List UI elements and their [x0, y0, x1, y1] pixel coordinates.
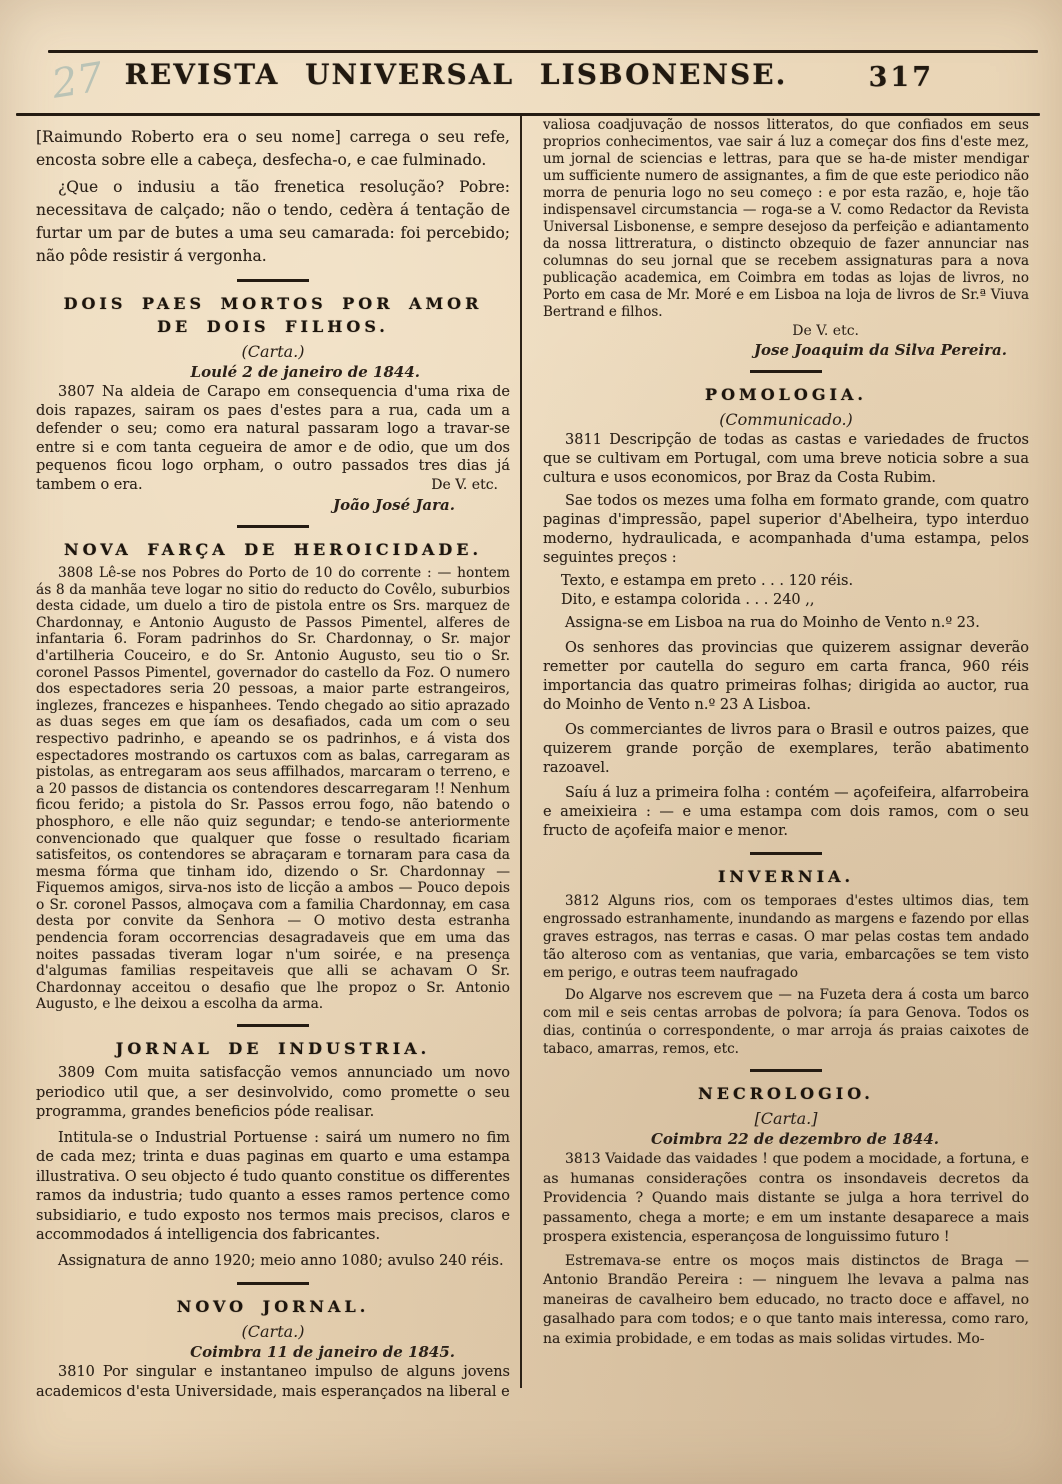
- paragraph: Assignatura de anno 1920; meio anno 1080; avulso 240 réis.: [58, 1252, 504, 1269]
- section-heading-jornal-industria: JORNAL DE INDUSTRIA.: [115, 1039, 431, 1059]
- section-subtitle: (Communicado.): [719, 410, 853, 429]
- paragraph-text: 3807 Na aldeia de Carapo em consequencia d'uma rixa de dois rapazes, sairam os paes d'estes para a rua, cada um a defender o seu; como era natural passaram logo a travar-se entre si e com tanta cegueira de amor e de odio, que um dos pequenos ficou logo orpham, o outro passados tres dias já tambem o era.: [36, 384, 510, 493]
- paragraph: Intitula-se o Industrial Portuense : sairá um numero no fim de cada mez; trinta e duas paginas em quarto e uma estampa illustrativa. O seu objecto é tudo quanto constitue os differentes ramos da industria; tudo quanto a esses ramos pertence como subsidiario, e tudo exposto nos termos mais precisos, claros e accommodados á intelligencia dos fabricantes.: [36, 1129, 510, 1244]
- section-divider: [750, 370, 822, 373]
- section-subtitle: (Carta.): [241, 342, 305, 361]
- paragraph: 3809 Com muita satisfacção vemos annunciado um novo periodico util que, a ser desinvolvido, como promette o seu programma, grandes beneficios póde realisar.: [36, 1065, 510, 1121]
- section-heading-dois-paes: DOIS PAES MORTOS POR AMOR DE DOIS FILHOS.: [63, 294, 483, 336]
- section-divider: [750, 1069, 822, 1072]
- section-heading-nova-farca: NOVA FARÇA DE HEROICIDADE.: [63, 540, 483, 559]
- paragraph: Os commerciantes de livros para o Brasil e outros paizes, que quizerem grande porção de exemplares, terão abatimento razoavel.: [543, 722, 1029, 776]
- top-rule: [48, 50, 1038, 53]
- paragraph: Sae todos os mezes uma folha em formato grande, com quatro paginas d'impressão, papel superior d'Abelheira, typo interduo moderno, hydraulicada, e acompanhada d'uma estampa, pelos seguintes preços :: [543, 493, 1029, 566]
- left-column: [36, 126, 510, 1402]
- section-subtitle: [Carta.]: [754, 1109, 818, 1128]
- masthead: [0, 58, 912, 108]
- dateline: Loulé 2 de janeiro de 1844.: [190, 363, 420, 381]
- section-heading-novo-jornal: NOVO JORNAL.: [176, 1297, 370, 1317]
- section-heading-pomologia: POMOLOGIA.: [705, 385, 867, 404]
- paragraph: [36, 383, 510, 494]
- section-divider: [750, 852, 822, 855]
- valediction: De V. etc.: [431, 476, 498, 493]
- right-column: [543, 117, 1029, 1349]
- section-subtitle: (Carta.): [241, 1322, 305, 1342]
- section-divider: [237, 1282, 309, 1285]
- column-divider-rule: [520, 116, 522, 1388]
- signature: João José Jara.: [332, 496, 455, 514]
- header-bottom-rule: [16, 113, 1040, 116]
- section-heading-invernia: INVERNIA.: [717, 867, 855, 886]
- paragraph: Do Algarve nos escrevem que — na Fuzeta dera á costa um barco com mil e seis centas arrobas de polvora; ía para Genova. Todos os dias, continúa o correspondente, o mar arroja ás praias caixotes de tabaco, amarras, remos, etc.: [543, 987, 1029, 1057]
- paragraph: ¿Que o indusiu a tão frenetica resolução? Pobre: necessitava de calçado; não o tendo, cedèra á tentação de furtar um par de butes a uma seu camarada: foi percebido; não pôde resistir á vergonha.: [36, 178, 510, 265]
- journal-title: REVISTA UNIVERSAL LISBONENSE.: [124, 58, 788, 91]
- pencil-mark: 27: [48, 54, 107, 108]
- paragraph: 3813 Vaidade das vaidades ! que podem a mocidade, a fortuna, e as humanas considerações contra os insondaveis decretos da Providencia ? Quando mais distante se julga a hora terrivel do passamento, chega a morte; e em um instante desaparece a mais prospera existencia, esperançosa de longuissimo futuro !: [543, 1151, 1029, 1245]
- paragraph: 3812 Alguns rios, com os temporaes d'estes ultimos dias, tem engrossado estranhamente, inundando as margens e fazendo por ellas graves estragos, nas terras e casas. O mar pelas costas tem andado tão alteroso com as ventanias, que varia, embarcações se tem visto em perigo, e outras teem naufragado: [543, 893, 1029, 981]
- paragraph: 3808 Lê-se nos Pobres do Porto de 10 do corrente : — hontem ás 8 da manhãa teve logar no sitio do reducto do Covêlo, suburbios desta cidade, um duelo a tiro de pistola entre os Srs. marquez de Chardonnay, e Antonio Augusto de Passos Pimentel, alferes de infantaria 6. Foram padrinhos do Sr. Chardonnay, o Sr. major d'artilheria Couceiro, e do Sr. Antonio Augusto, seu tio o Sr. coronel Passos Pimentel, governador do castello da Foz. O numero dos espectadores seria 20 pessoas, a maior parte estrangeiros, inglezes, francezes e hispanhees. Tendo chegado ao sitio aprazado as duas seges em que íam os desafiados, cada um com o seu respectivo padrinho, e apeando se os padrinhos, e á vista dos espectadores mostrando os cartuxos com as balas, carregaram as pistolas, as entregaram aos seus affilhados, marcaram o terreno, e a 20 passos de distancia os contendores descarregaram !! Nenhum ficou ferido; a pistola do Sr. Passos errou fogo, não batendo o phosphoro, e elle não quiz segundar; e tendo-se anteriormente convencionado que qualquer que fosse o resultado ficariam satisfeitos, os contendores se abraçaram e tornaram para casa da mesma fórma que tinham ido, dizendo o Sr. Chardonnay — Fiquemos amigos, sirva-nos isto de licção a ambos — Pouco depois o Sr. coronel Passos, almoçava com a familia Chardonnay, em casa desta por convite da Senhora — O motivo desta estranha pendencia foram occorrencias desagradaveis que em uma das noites passadas tiveram logar n'um soirée, e na presença d'algumas familias respeitaveis que alli se achavam O Sr. Chardonnay acceitou o desafio que lhe propoz o Sr. Antonio Augusto, e lhe deixou a escolha da arma.: [36, 565, 510, 1013]
- section-heading-necrologio: NECROLOGIO.: [698, 1084, 874, 1103]
- price-line: Dito, e estampa colorida . . . 240 ,,: [561, 592, 815, 608]
- section-divider: [237, 525, 309, 528]
- paragraph: Saíu á luz a primeira folha : contém — açofeifeira, alfarrobeira e ameixieira : — e uma estampa com dois ramos, com o seu fructo de açofeifa maior e menor.: [543, 785, 1029, 839]
- page-number: 317: [868, 62, 934, 93]
- section-divider: [237, 279, 309, 282]
- paragraph: Estremava-se entre os moços mais distinctos de Braga — Antonio Brandão Pereira : — ninguem lhe levava a palma nas maneiras de cavalheiro bem educado, no tracto doce e affavel, no gasalhado para com todos; e o que tanto mais interessa, como raro, na eximia probidade, e em todas as mais solidas virtudes. Mo-: [543, 1252, 1029, 1347]
- paragraph: Os senhores das provincias que quizerem assignar deverão remetter por cautella do seguro em carta franca, 960 réis importancia das quatro primeiras folhas; dirigida ao auctor, rua do Moinho de Vento n.º 23 A Lisboa.: [543, 640, 1029, 713]
- paragraph: Assigna-se em Lisboa na rua do Moinho de Vento n.º 23.: [565, 615, 980, 631]
- paragraph: 3810 Por singular e instantaneo impulso de alguns jovens academicos d'esta Universidade, mais esperançados na liberal e: [36, 1364, 510, 1400]
- dateline: Coimbra 11 de janeiro de 1845.: [190, 1343, 455, 1362]
- section-divider: [237, 1024, 309, 1027]
- paragraph: 3811 Descripção de todas as castas e variedades de fructos que se cultivam em Portugal, com uma breve noticia sobre a sua cultura e usos economicos, por Braz da Costa Rubim.: [543, 432, 1029, 486]
- paragraph: [Raimundo Roberto era o seu nome] carrega o seu refe, encosta sobre elle a cabeça, desfecha-o, e cae fulminado.: [36, 128, 510, 169]
- price-line: Texto, e estampa em preto . . . 120 réis.: [561, 573, 854, 589]
- dateline: Coimbra 22 de dezembro de 1844.: [650, 1130, 939, 1148]
- valediction: De V. etc.: [792, 323, 859, 339]
- signature: Jose Joaquim da Silva Pereira.: [753, 341, 1007, 359]
- paragraph: valiosa coadjuvação de nossos litteratos, do que confiados em seus proprios conhecimentos, vae sair á luz a começar dos fins d'este mez, um jornal de sciencias e lettras, para que se ha-de mister mendigar um sufficiente numero de assignantes, a fim de que este periodico não morra de penuria logo no seu começo : e por esta razão, e, hoje tão indispensavel circumstancia — roga-se a V. como Redactor da Revista Universal Lisbonense, e sempre desejoso da perfeição e adiantamento da nossa littreratura, o distincto obzequio de fazer annunciar nas columnas do seu jornal que se recebem assignaturas para a nova publicação academica, em Coimbra em todas as lojas de livros, no Porto em casa de Mr. Moré e em Lisboa na loja de livros de Sr.ª Viuva Bertrand e filhos.: [543, 117, 1029, 320]
